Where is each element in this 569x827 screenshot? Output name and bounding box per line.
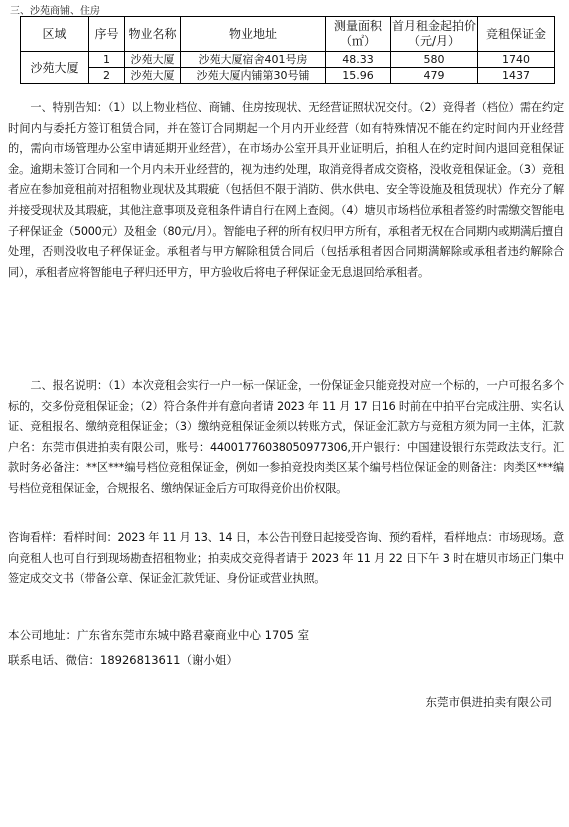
registration-notes-text: 二、报名说明：（1）本次竞租会实行一户一标一保证金，一份保证金只能竞投对应一个标的，一户可报名多个标的，交多份竞租保证金；（2）符合条件并有意向者请 2023 年 11 月 17 日16 时前在中拍平台完成注册、实名认证、竞租报名、缴纳竞租保证金；（3）缴纳竞租保证金须以转账方式，保证金汇款方与竞租方须为同一主体，汇款户名：东莞市俱进拍卖有限公司，账号：44001776038050977306,开户银行：中国建设银行东莞政法支行。汇款时务必备注：**区***编号档位竞租保证金，例如一参拍竞投肉类区某个编号档位保证金的则备注：肉类区***编号档位竞租保证金，合规报名、缴纳保证金后方可取得竞价出价权限。 [8, 379, 564, 495]
table-row [21, 52, 555, 68]
table-header-row [21, 17, 555, 52]
contact-phone: 联系电话、微信：18926813611（谢小姐） [8, 653, 238, 667]
region-cell: 沙苑大厦 [21, 52, 89, 84]
viewing-notes-text: 咨询看样：看样时间：2023 年 11 月 13、14 日，本公告刊登日起接受咨询、预约看样，看样地点：市场现场。意向竞租人也可自行到现场勘查招租物业；拍卖成交竞得者请于 2023 年 11 月 22 日下午 3 时在塘贝市场正门集中签定成交文书（带备公章、保证金汇款凭证、身份证或营业执照。 [8, 531, 564, 586]
header-rent-line2: （元/月） [407, 34, 461, 48]
seq-cell: 2 [89, 68, 125, 84]
table-row [21, 68, 555, 84]
property-name-cell: 沙苑大厦 [125, 52, 181, 68]
header-region: 区域 [21, 17, 89, 52]
rent-cell: 580 [391, 52, 478, 68]
header-rent-line1: 首月租金起拍价 [391, 19, 476, 33]
header-starting-rent [391, 17, 478, 52]
registration-notes [8, 376, 564, 500]
deposit-cell: 1740 [478, 52, 555, 68]
property-address-cell: 沙苑大厦内铺第30号铺 [181, 68, 326, 84]
deposit-cell: 1437 [478, 68, 555, 84]
header-area-line1: 测量面积 [333, 19, 382, 33]
header-seq: 序号 [89, 17, 125, 52]
header-property-address: 物业地址 [181, 17, 326, 52]
property-table [20, 16, 555, 84]
company-signature: 东莞市俱进拍卖有限公司 [425, 695, 552, 709]
area-cell: 15.96 [326, 68, 391, 84]
area-cell: 48.33 [326, 52, 391, 68]
header-area-line2: （㎡） [339, 34, 376, 48]
viewing-notes [8, 528, 564, 590]
seq-cell: 1 [89, 52, 125, 68]
section-heading: 三、沙苑商铺、住房 [10, 6, 100, 17]
header-deposit: 竞租保证金 [478, 17, 555, 52]
special-notice [8, 98, 564, 283]
property-address-cell: 沙苑大厦宿舍401号房 [181, 52, 326, 68]
header-area [326, 17, 391, 52]
rent-cell: 479 [391, 68, 478, 84]
company-address: 本公司地址：广东省东莞市东城中路君豪商业中心 1705 室 [8, 628, 310, 642]
header-property-name: 物业名称 [125, 17, 181, 52]
special-notice-text: 一、特别告知：（1）以上物业档位、商铺、住房按现状、无经营证照状况交付。（2）竞得者（档位）需在约定时间内与委托方签订租赁合同，并在签订合同期起一个月内开业经营（如有特殊情况不能在约定时间内开业经营的，需向市场管理办公室申请延期开业经营），在市场办公室开具开业证明后，拍租人在约定时间内退回竞租保证金。逾期未签订合同和一个月内未开业经营的，视为违约处理，取消竞得者成交资格，没收竞租保证金。（3）竞租者应在参加竞租前对招租物业现状及其瑕疵（包括但不限于消防、供水供电、安全等设施及租赁现状）作充分了解并接受现状及其瑕疵，其他注意事项及竞租条件请自行在网上查阅。（4）塘贝市场档位承租者签约时需缴交智能电子秤保证金（5000元）及租金（80元/月）。智能电子秤的所有权归甲方所有，承租者无权在合同期内或期满后擅自处理，否则没收电子秤保证金。承租者与甲方解除租赁合同后（包括承租者因合同期满解除或承租者违约解除合同），承租者应将智能电子秤归还甲方，甲方验收后将电子秤保证金无息退回给承租者。 [8, 101, 564, 279]
property-name-cell: 沙苑大厦 [125, 68, 181, 84]
